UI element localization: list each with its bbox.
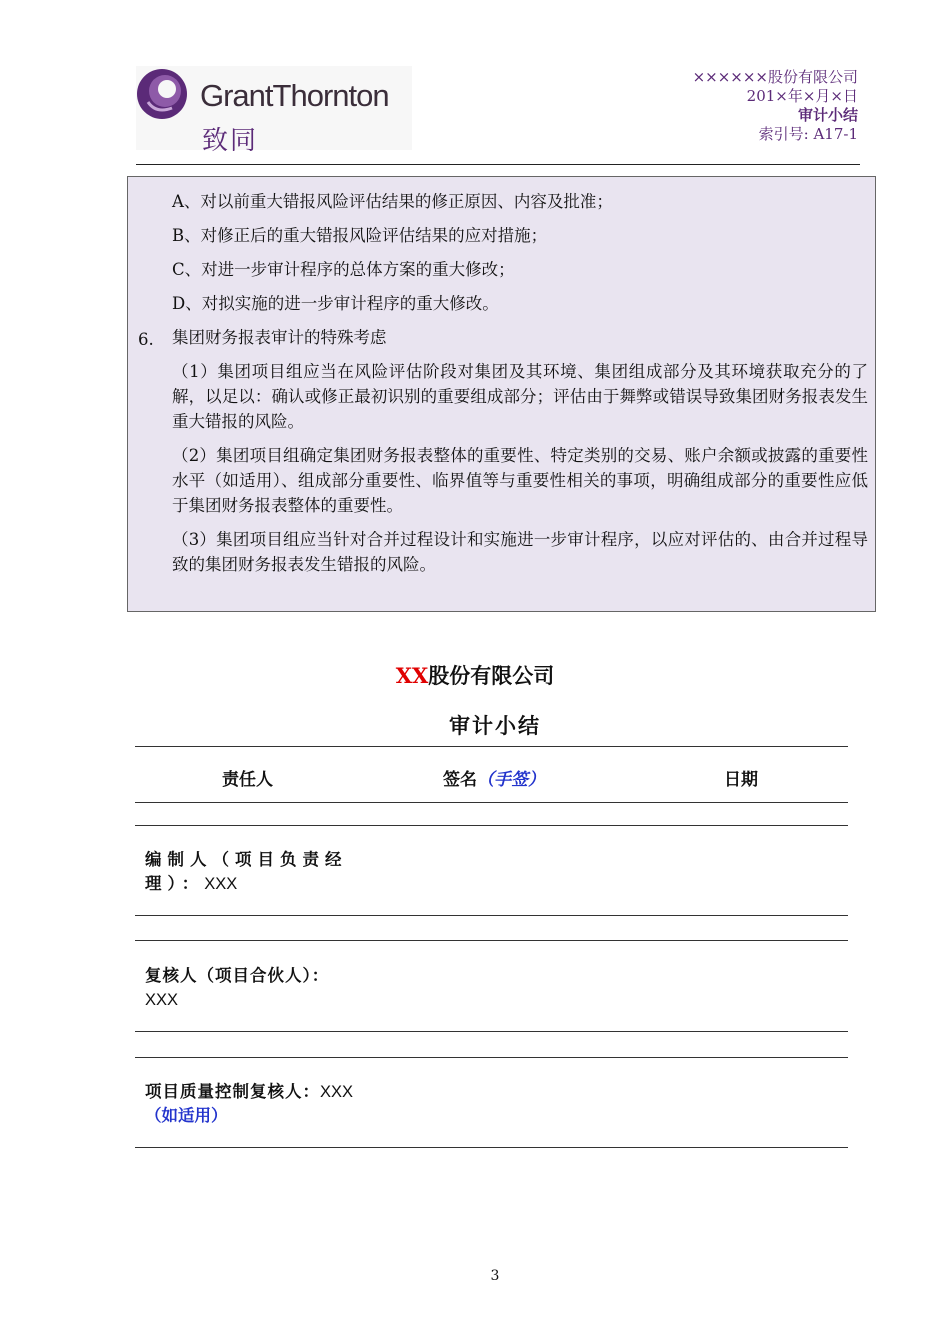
notes-box [127,176,876,612]
header-doc-title: 审计小结 [797,106,858,124]
note-item-d: D、对拟实施的进一步审计程序的重大修改。 [172,294,499,313]
section-number: 6. [138,330,154,349]
section-title: 集团财务报表审计的特殊考虑 [172,328,387,347]
row-preparer-label: 编制人（项目负责经理）： [145,850,348,893]
document-header-info [693,68,858,144]
col-signature-note: （手签） [477,770,545,790]
col-signature [443,765,545,790]
table-rule [135,915,848,916]
col-date: 日期 [724,770,758,790]
header-divider [136,164,860,165]
company-placeholder: XX [395,663,429,688]
row-reviewer-label: 复核人（项目合伙人）： [145,966,330,985]
header-company: ××××××股份有限公司 [692,68,858,86]
summary-company-title [0,660,950,690]
paragraph-1: （1）集团项目组应当在风险评估阶段对集团及其环境、集团组成部分及其环境获取充分的了解，以足以：确认或修正最初识别的重要组成部分；评估由于舞弊或错误导致集团财务报表发生重大错报的风险。 [172,362,868,431]
company-title-rest: 股份有限公司 [428,664,555,688]
logo-wordmark: GrantThornton [200,78,389,113]
row-reviewer-value: XXX [145,991,179,1009]
paragraph-2: （2）集团项目组确定集团财务报表整体的重要性、特定类别的交易、账户余额或披露的重要性水平（如适用）、组成部分重要性、临界值等与重要性相关的事项，明确组成部分的重要性应低于集团财务报表整体的重要性。 [172,446,868,515]
page-number: 3 [490,1268,500,1284]
table-rule [135,1147,848,1148]
table-rule [135,940,848,941]
table-rule [135,1031,848,1032]
row-preparer [145,848,385,896]
summary-subtitle: 审计小结 [449,714,541,738]
logo-swirl-icon [136,68,188,120]
note-item-a: A、对以前重大错报风险评估结果的修正原因、内容及批准； [172,192,613,211]
table-rule [135,746,848,747]
col-responsible: 责任人 [222,770,273,790]
row-preparer-value: XXX [204,875,238,893]
row-qc-note: （如适用） [145,1106,228,1125]
row-qc-value: XXX [320,1083,354,1101]
grant-thornton-logo [136,66,412,156]
table-rule [135,1057,848,1058]
row-reviewer [145,964,360,1012]
header-index: 索引号: A17-1 [758,125,858,143]
table-rule [135,802,848,803]
note-item-c: C、对进一步审计程序的总体方案的重大修改； [172,260,515,279]
row-qc-reviewer [145,1080,360,1128]
table-rule [135,825,848,826]
note-item-b: B、对修正后的重大错报风险评估结果的应对措施； [172,226,548,245]
row-qc-label: 项目质量控制复核人： [145,1082,320,1101]
paragraph-3: （3）集团项目组应当针对合并过程设计和实施进一步审计程序，以应对评估的、由合并过程导致的集团财务报表发生错报的风险。 [172,530,868,574]
col-signature-label: 签名 [443,770,477,790]
header-date: 201×年×月×日 [746,87,858,105]
logo-chinese-name: 致同 [202,126,259,156]
